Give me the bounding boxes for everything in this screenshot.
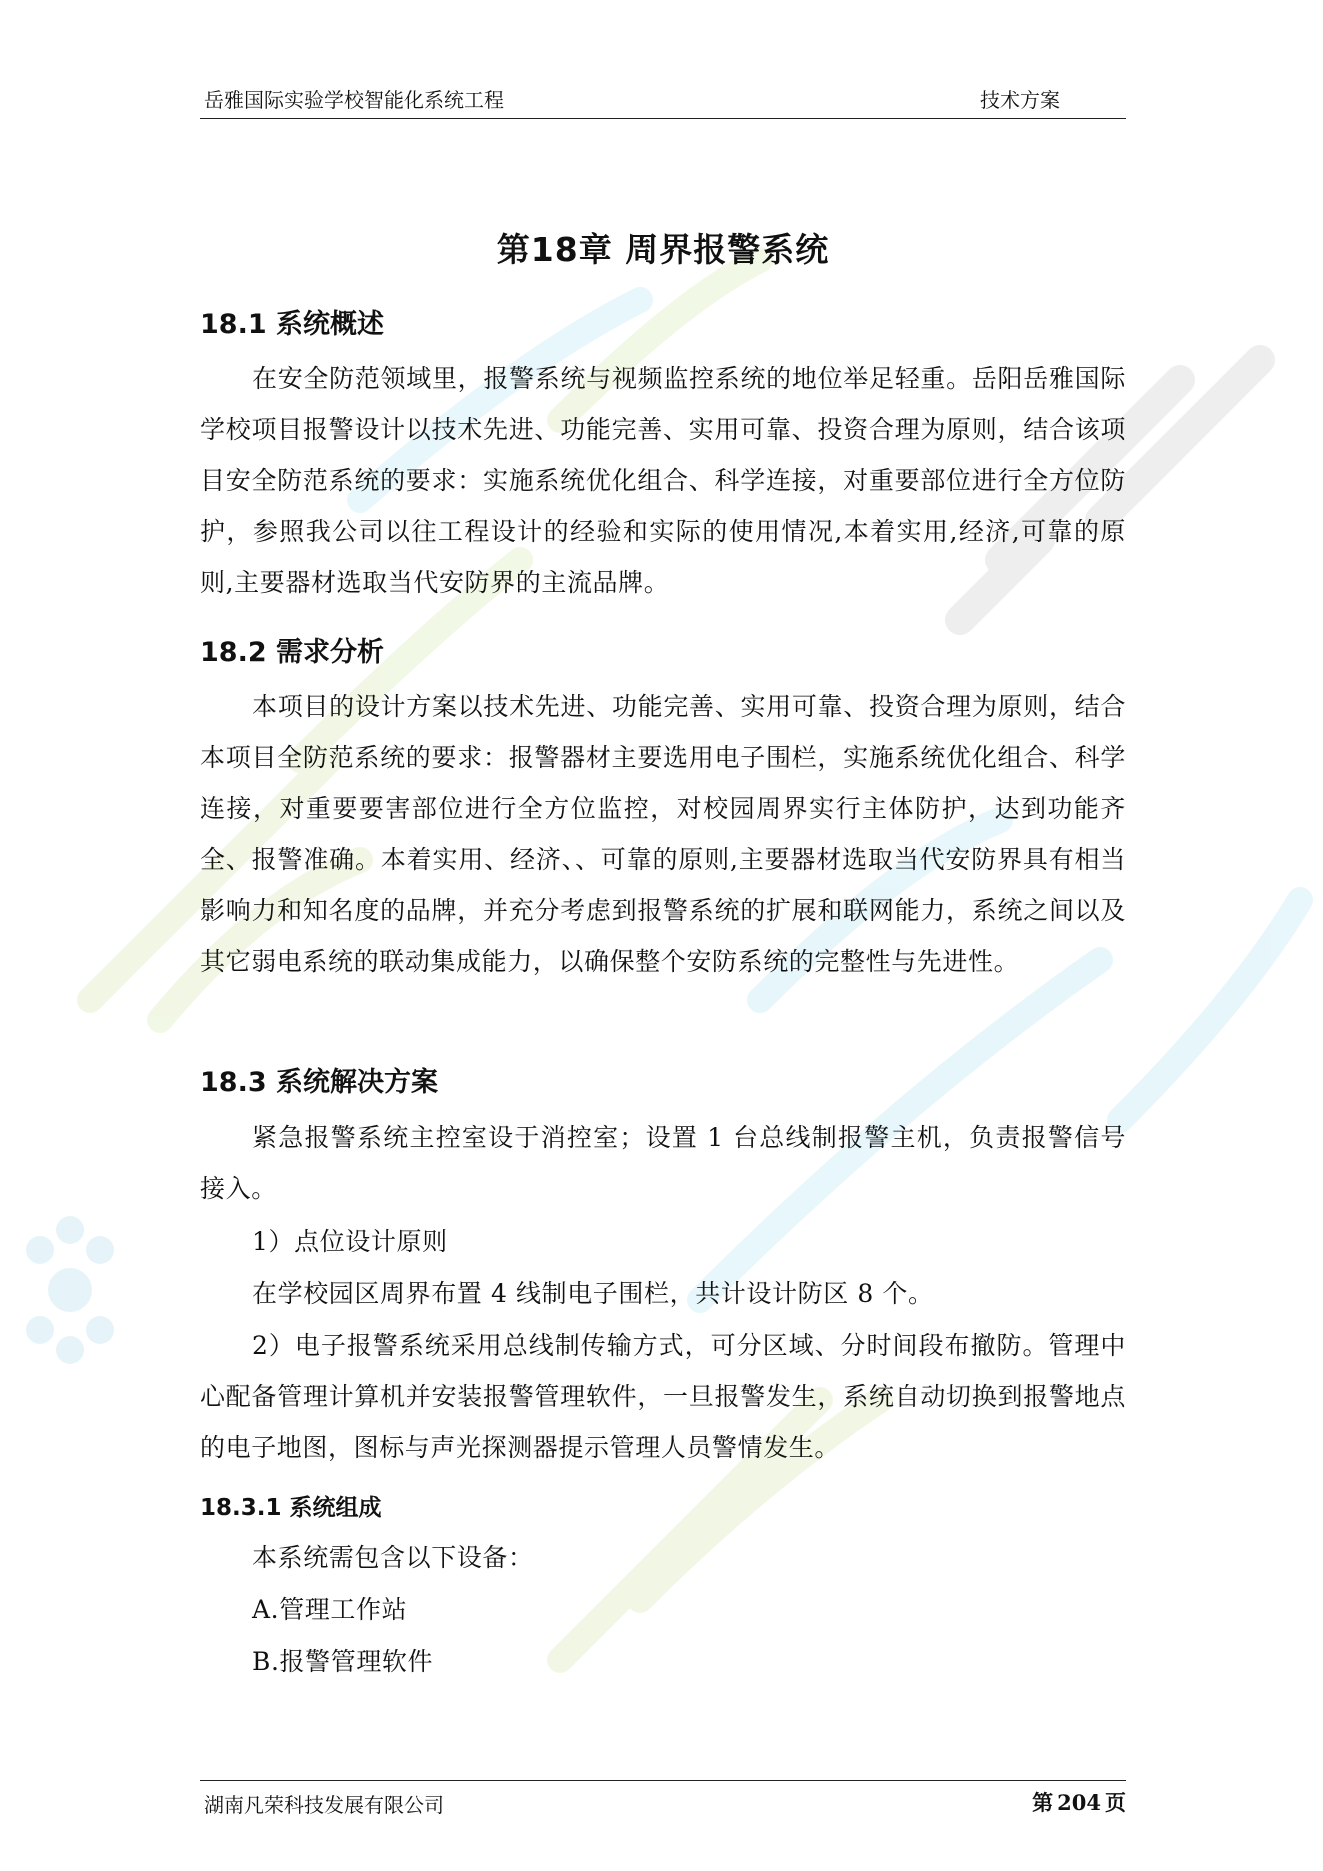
section-heading-requirements: 18.2 需求分析 (200, 637, 385, 668)
subsection-heading-composition: 18.3.1 系统组成 (200, 1495, 382, 1521)
chapter-title: 第18章 周界报警系统 (496, 230, 830, 269)
section-heading-solution: 18.3 系统解决方案 (200, 1067, 439, 1098)
page-footer (200, 1780, 1126, 1819)
paragraph-solution-intro: 紧急报警系统主控室设于消控室；设置 1 台总线制报警主机，负责报警信号接入。 (200, 1123, 1126, 1203)
list-item-workstation: A.管理工作站 (252, 1595, 408, 1624)
paragraph-fence-layout: 在学校园区周界布置 4 线制电子围栏，共计设计防区 8 个。 (252, 1279, 934, 1308)
paragraph-overview: 在安全防范领域里，报警系统与视频监控系统的地位举足轻重。岳阳岳雅国际学校项目报警设计以技术先进、功能完善、实用可靠、投资合理为原则，结合该项目安全防范系统的要求：实施系统优化组合、科学连接，对重要部位进行全方位防护，参照我公司以往工程设计的经验和实际的使用情况,本着实用,经济,可靠的原则,主要器材选取当代安防界的主流品牌。 (200, 364, 1126, 597)
header-project-title: 岳雅国际实验学校智能化系统工程 (204, 88, 504, 112)
page-prefix: 第 (1032, 1790, 1054, 1815)
paragraph-requirements: 本项目的设计方案以技术先进、功能完善、实用可靠、投资合理为原则，结合本项目全防范系统的要求：报警器材主要选用电子围栏，实施系统优化组合、科学连接，对重要要害部位进行全方位监控，对校园周界实行主体防护，达到功能齐全、报警准确。本着实用、经济、、可靠的原则,主要器材选取当代安防界具有相当影响力和知名度的品牌，并充分考虑到报警系统的扩展和联网能力，系统之间以及其它弱电系统的联动集成能力，以确保整个安防系统的完整性与先进性。 (200, 692, 1126, 976)
flower-logo-watermark (26, 1216, 114, 1364)
list-item-point-design: 1）点位设计原则 (252, 1227, 448, 1256)
list-item-software: B.报警管理软件 (252, 1647, 434, 1676)
section-heading-overview: 18.1 系统概述 (200, 309, 385, 340)
page-number-value: 204 (1057, 1790, 1101, 1815)
header-doc-type: 技术方案 (980, 88, 1060, 112)
page-suffix: 页 (1105, 1790, 1126, 1815)
paragraph-equipment-intro: 本系统需包含以下设备： (252, 1543, 534, 1572)
paragraph-bus-transmission: 2）电子报警系统采用总线制传输方式，可分区域、分时间段布撤防。管理中心配备管理计算机并安装报警管理软件，一旦报警发生，系统自动切换到报警地点的电子地图，图标与声光探测器提示管理人员警情发生。 (200, 1331, 1126, 1462)
footer-company: 湖南凡荣科技发展有限公司 (204, 1793, 444, 1817)
page-header (200, 78, 1126, 119)
page-number (1032, 1787, 1126, 1817)
